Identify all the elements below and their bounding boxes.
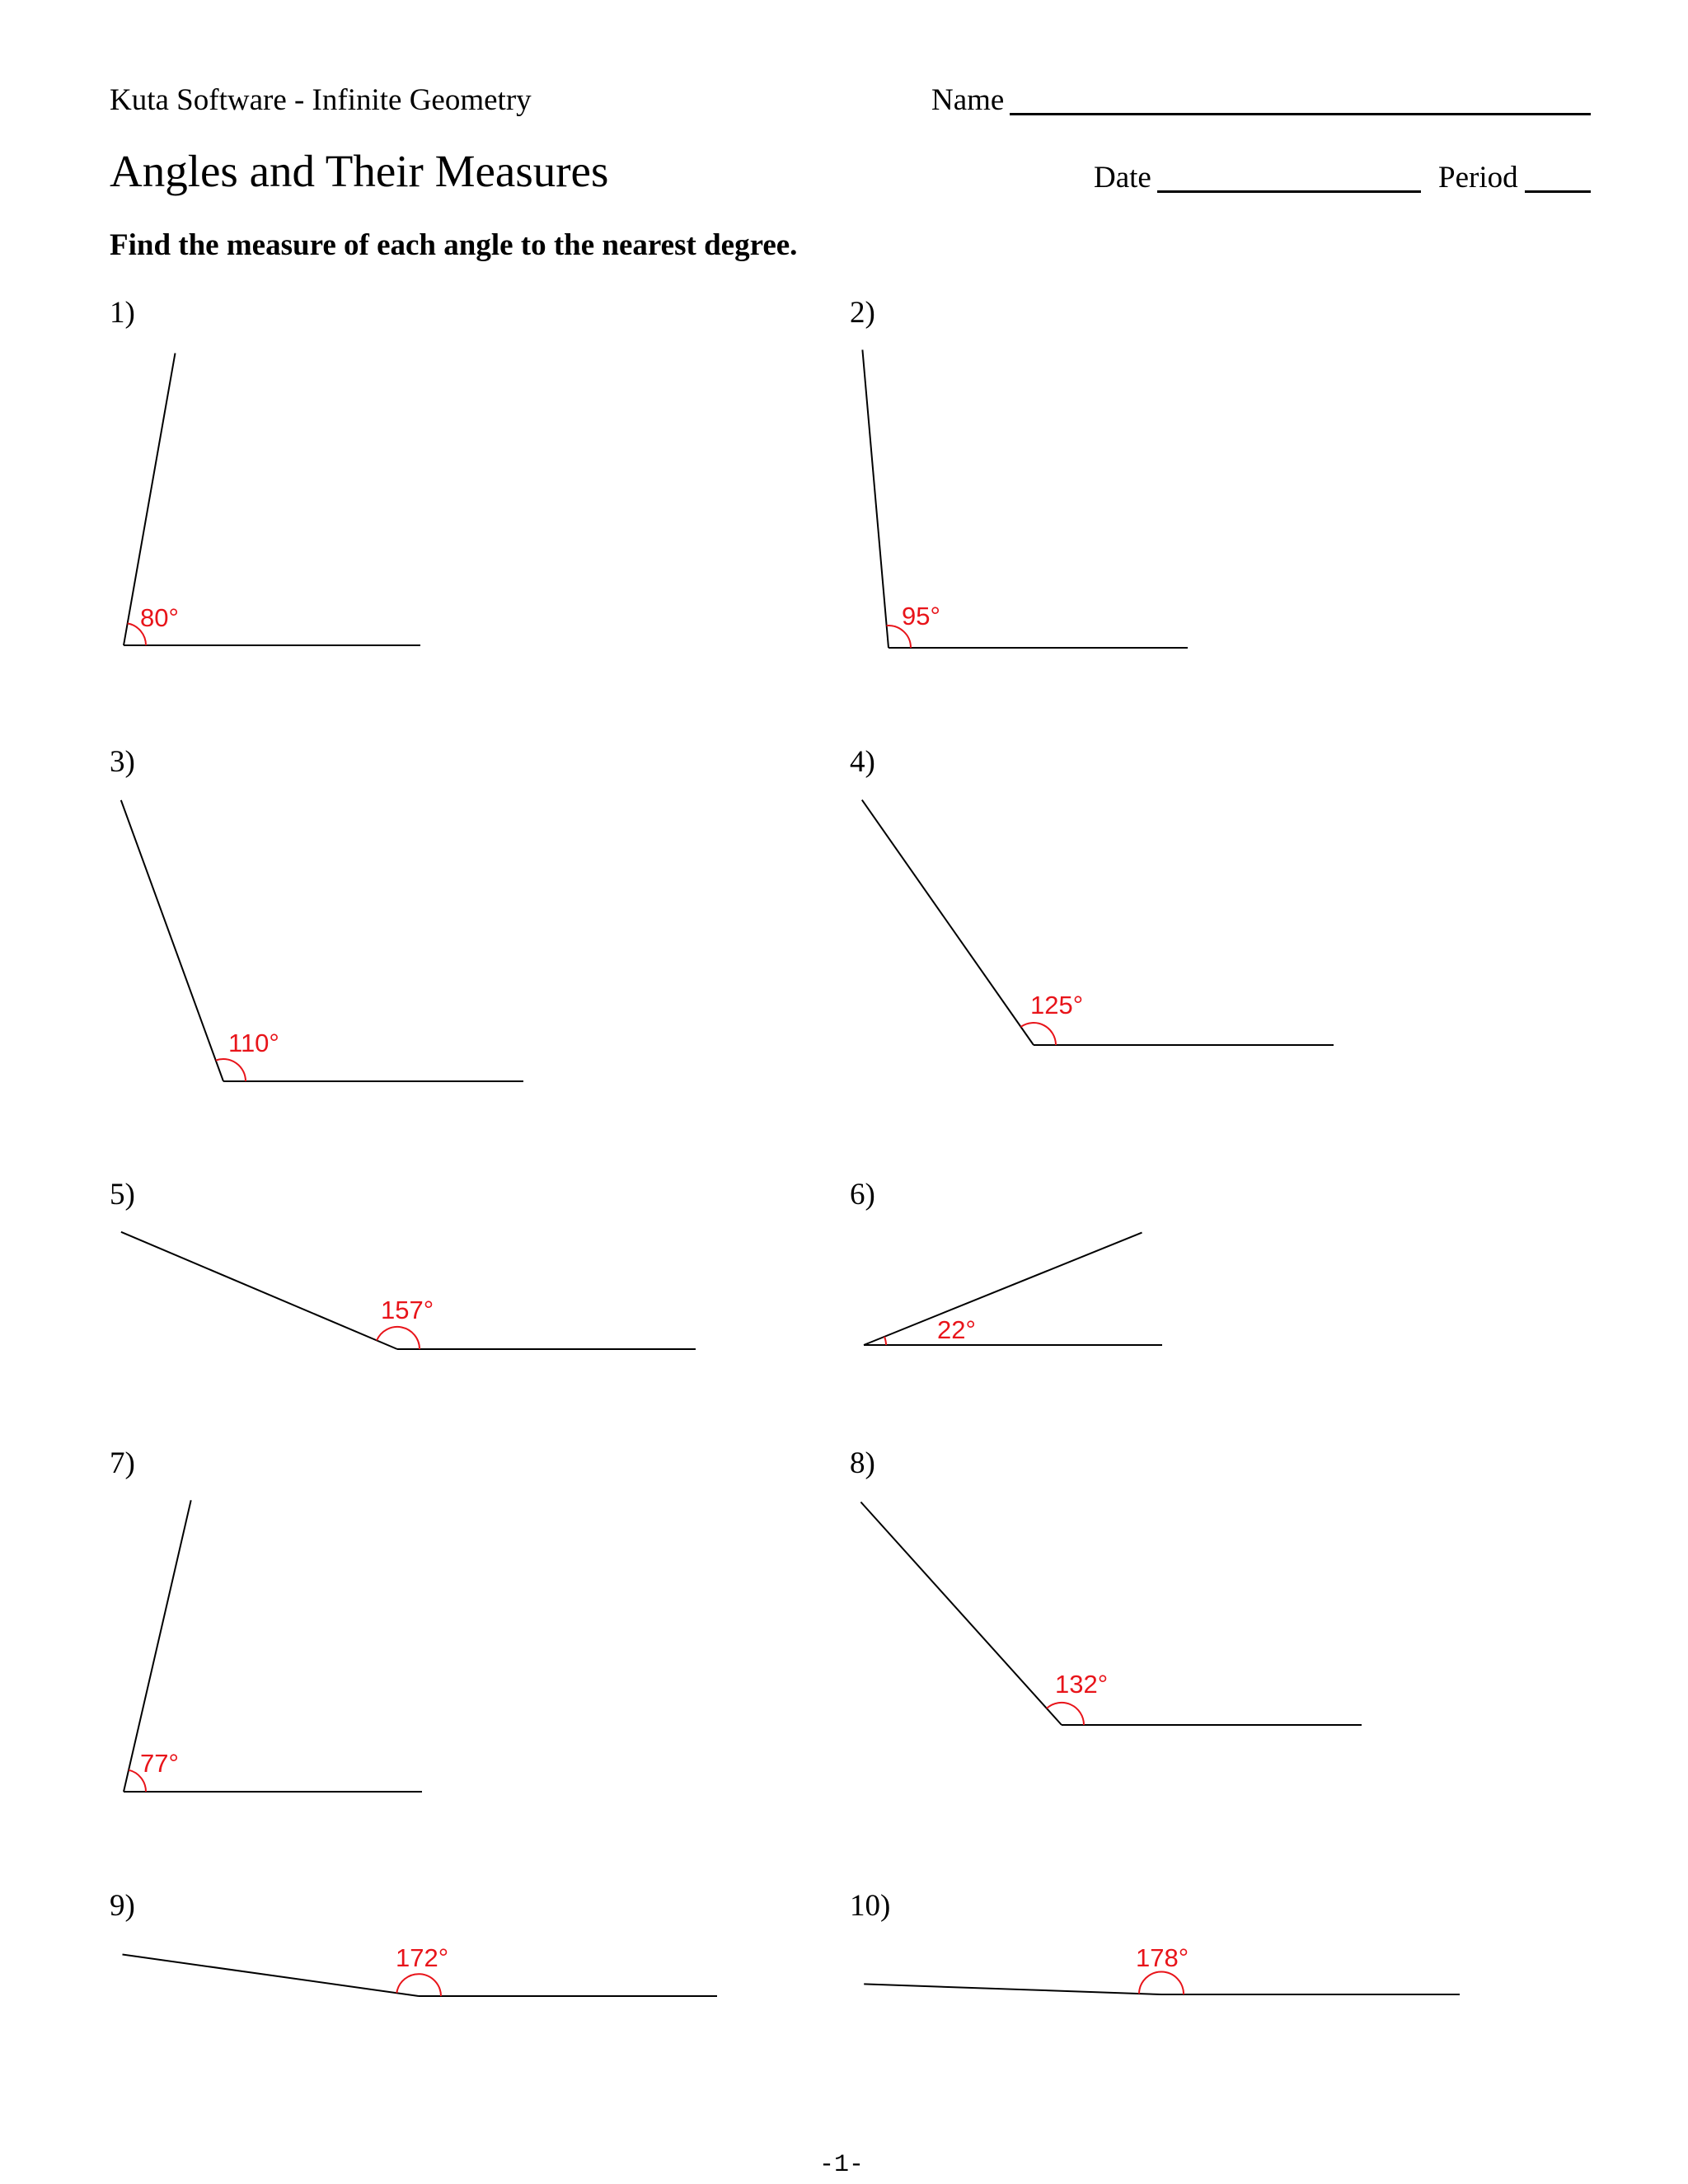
angle-arm-ray <box>864 1984 1161 1994</box>
angle-measure-label: 157° <box>381 1296 434 1324</box>
angle-arc <box>1139 1972 1184 1994</box>
problem-number: 6) <box>850 1178 875 1212</box>
problem-number: 1) <box>110 296 135 330</box>
problem-number: 10) <box>850 1889 891 1923</box>
angle-arm-ray <box>121 800 223 1081</box>
problem-number: 8) <box>850 1446 875 1480</box>
angle-figure <box>864 1943 1460 1994</box>
angle-measure-label: 110° <box>228 1029 279 1057</box>
angle-figure <box>862 800 1334 1045</box>
date-label: Date <box>1094 161 1151 194</box>
angle-arm-ray <box>121 1232 397 1349</box>
angle-measure-label: 22° <box>937 1315 976 1344</box>
publisher-label: Kuta Software - Infinite Geometry <box>110 83 532 117</box>
angle-arm-ray <box>862 349 889 648</box>
angle-measure-label: 95° <box>902 602 940 630</box>
angle-figure <box>123 1943 718 1996</box>
angle-arm-ray <box>862 800 1034 1045</box>
problem-number: 4) <box>850 745 875 779</box>
problem-number: 7) <box>110 1446 135 1480</box>
name-label: Name <box>931 83 1005 117</box>
angle-arc <box>377 1327 420 1349</box>
problem-number: 3) <box>110 745 135 779</box>
angle-arc <box>884 1337 886 1345</box>
angle-figure <box>864 1233 1162 1345</box>
angle-measure-label: 77° <box>140 1749 179 1778</box>
problem-number: 2) <box>850 296 875 330</box>
angle-figure <box>121 800 523 1081</box>
problem-number: 5) <box>110 1178 135 1212</box>
problem-number: 9) <box>110 1889 135 1923</box>
period-label: Period <box>1438 161 1518 194</box>
page-number: -1- <box>819 2151 865 2179</box>
angle-arm-ray <box>124 354 176 646</box>
angle-arm-ray <box>864 1233 1142 1345</box>
angle-figure <box>862 349 1188 648</box>
angle-arm-ray <box>123 1955 420 1997</box>
angle-figure <box>860 1502 1362 1726</box>
instructions: Find the measure of each angle to the nearest degree. <box>110 228 798 262</box>
angle-measure-label: 178° <box>1136 1943 1189 1972</box>
angle-arc <box>396 1974 441 1996</box>
angle-arm-ray <box>124 1500 191 1792</box>
angle-arc <box>216 1059 246 1081</box>
angle-arm-ray <box>860 1502 1062 1726</box>
angle-figure <box>124 354 420 646</box>
angle-figure <box>121 1232 696 1349</box>
angle-measure-label: 132° <box>1055 1670 1109 1699</box>
angle-measure-label: 80° <box>140 603 179 632</box>
angle-figure <box>124 1500 422 1792</box>
worksheet-title: Angles and Their Measures <box>110 146 609 196</box>
angle-measure-label: 172° <box>396 1943 449 1972</box>
angle-measure-label: 125° <box>1030 991 1084 1019</box>
